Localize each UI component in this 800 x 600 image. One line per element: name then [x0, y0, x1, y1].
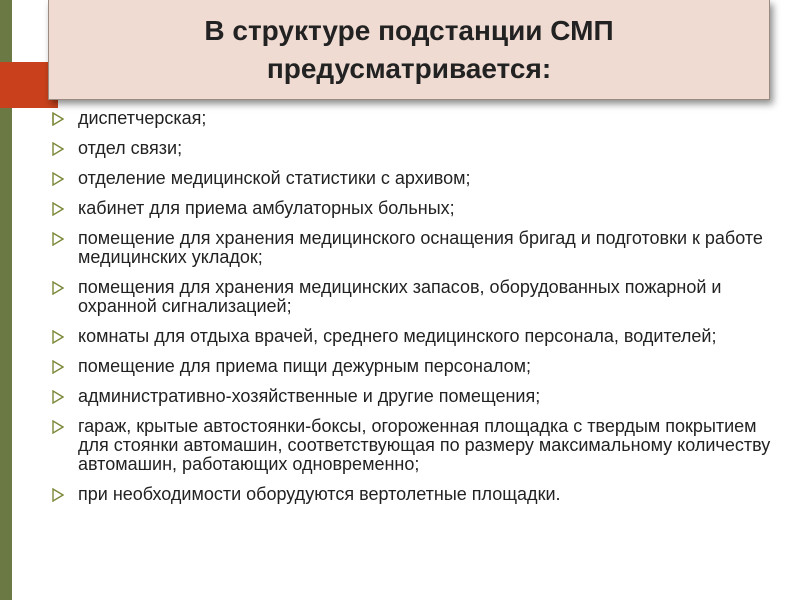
arrow-bullet-icon [52, 142, 78, 156]
arrow-bullet-icon [52, 390, 78, 404]
arrow-bullet-icon [52, 360, 78, 374]
list-item-text: отдел связи; [78, 138, 183, 158]
list-item-text: диспетчерская; [78, 108, 207, 128]
title-box [48, 0, 770, 100]
list-item-text: гараж, крытые автостоянки-боксы, огороженная площадка с твердым покрытием для стоянки автомашин, соответствующая по размеру максимальному количеству автомашин, работающих одновременно; [78, 416, 771, 474]
arrow-bullet-icon [52, 232, 78, 246]
arrow-bullet-icon [52, 330, 78, 344]
list-item [52, 387, 792, 406]
list-item-text: помещение для приема пищи дежурным персоналом; [78, 356, 532, 376]
list-item [52, 417, 792, 474]
list-item [52, 327, 792, 346]
list-item [52, 139, 792, 158]
list-item-text: кабинет для приема амбулаторных больных; [78, 198, 455, 218]
list-item-text: помещение для хранения медицинского оснащения бригад и подготовки к работе медицинских укладок; [78, 228, 763, 267]
list-item [52, 357, 792, 376]
list-item-text: комнаты для отдыха врачей, среднего медицинского персонала, водителей; [78, 326, 717, 346]
list-item [52, 169, 792, 188]
list-item-text: помещения для хранения медицинских запасов, оборудованных пожарной и охранной сигнализацией; [78, 277, 722, 316]
arrow-bullet-icon [52, 488, 78, 502]
list-item-text: административно-хозяйственные и другие помещения; [78, 386, 541, 406]
list-item-text: при необходимости оборудуются вертолетные площадки. [78, 484, 561, 504]
arrow-bullet-icon [52, 202, 78, 216]
list-item [52, 229, 792, 267]
list-item [52, 199, 792, 218]
slide-title [204, 12, 613, 88]
arrow-bullet-icon [52, 420, 78, 434]
bullet-list [52, 109, 792, 515]
arrow-bullet-icon [52, 172, 78, 186]
list-item-text: отделение медицинской статистики с архивом; [78, 168, 471, 188]
list-item [52, 485, 792, 504]
slide-title-line-2: предусматривается: [266, 52, 552, 84]
list-item [52, 278, 792, 316]
arrow-bullet-icon [52, 281, 78, 295]
slide-title-line-1: В структуре подстанции СМП [204, 14, 614, 46]
list-item [52, 109, 792, 128]
arrow-bullet-icon [52, 112, 78, 126]
